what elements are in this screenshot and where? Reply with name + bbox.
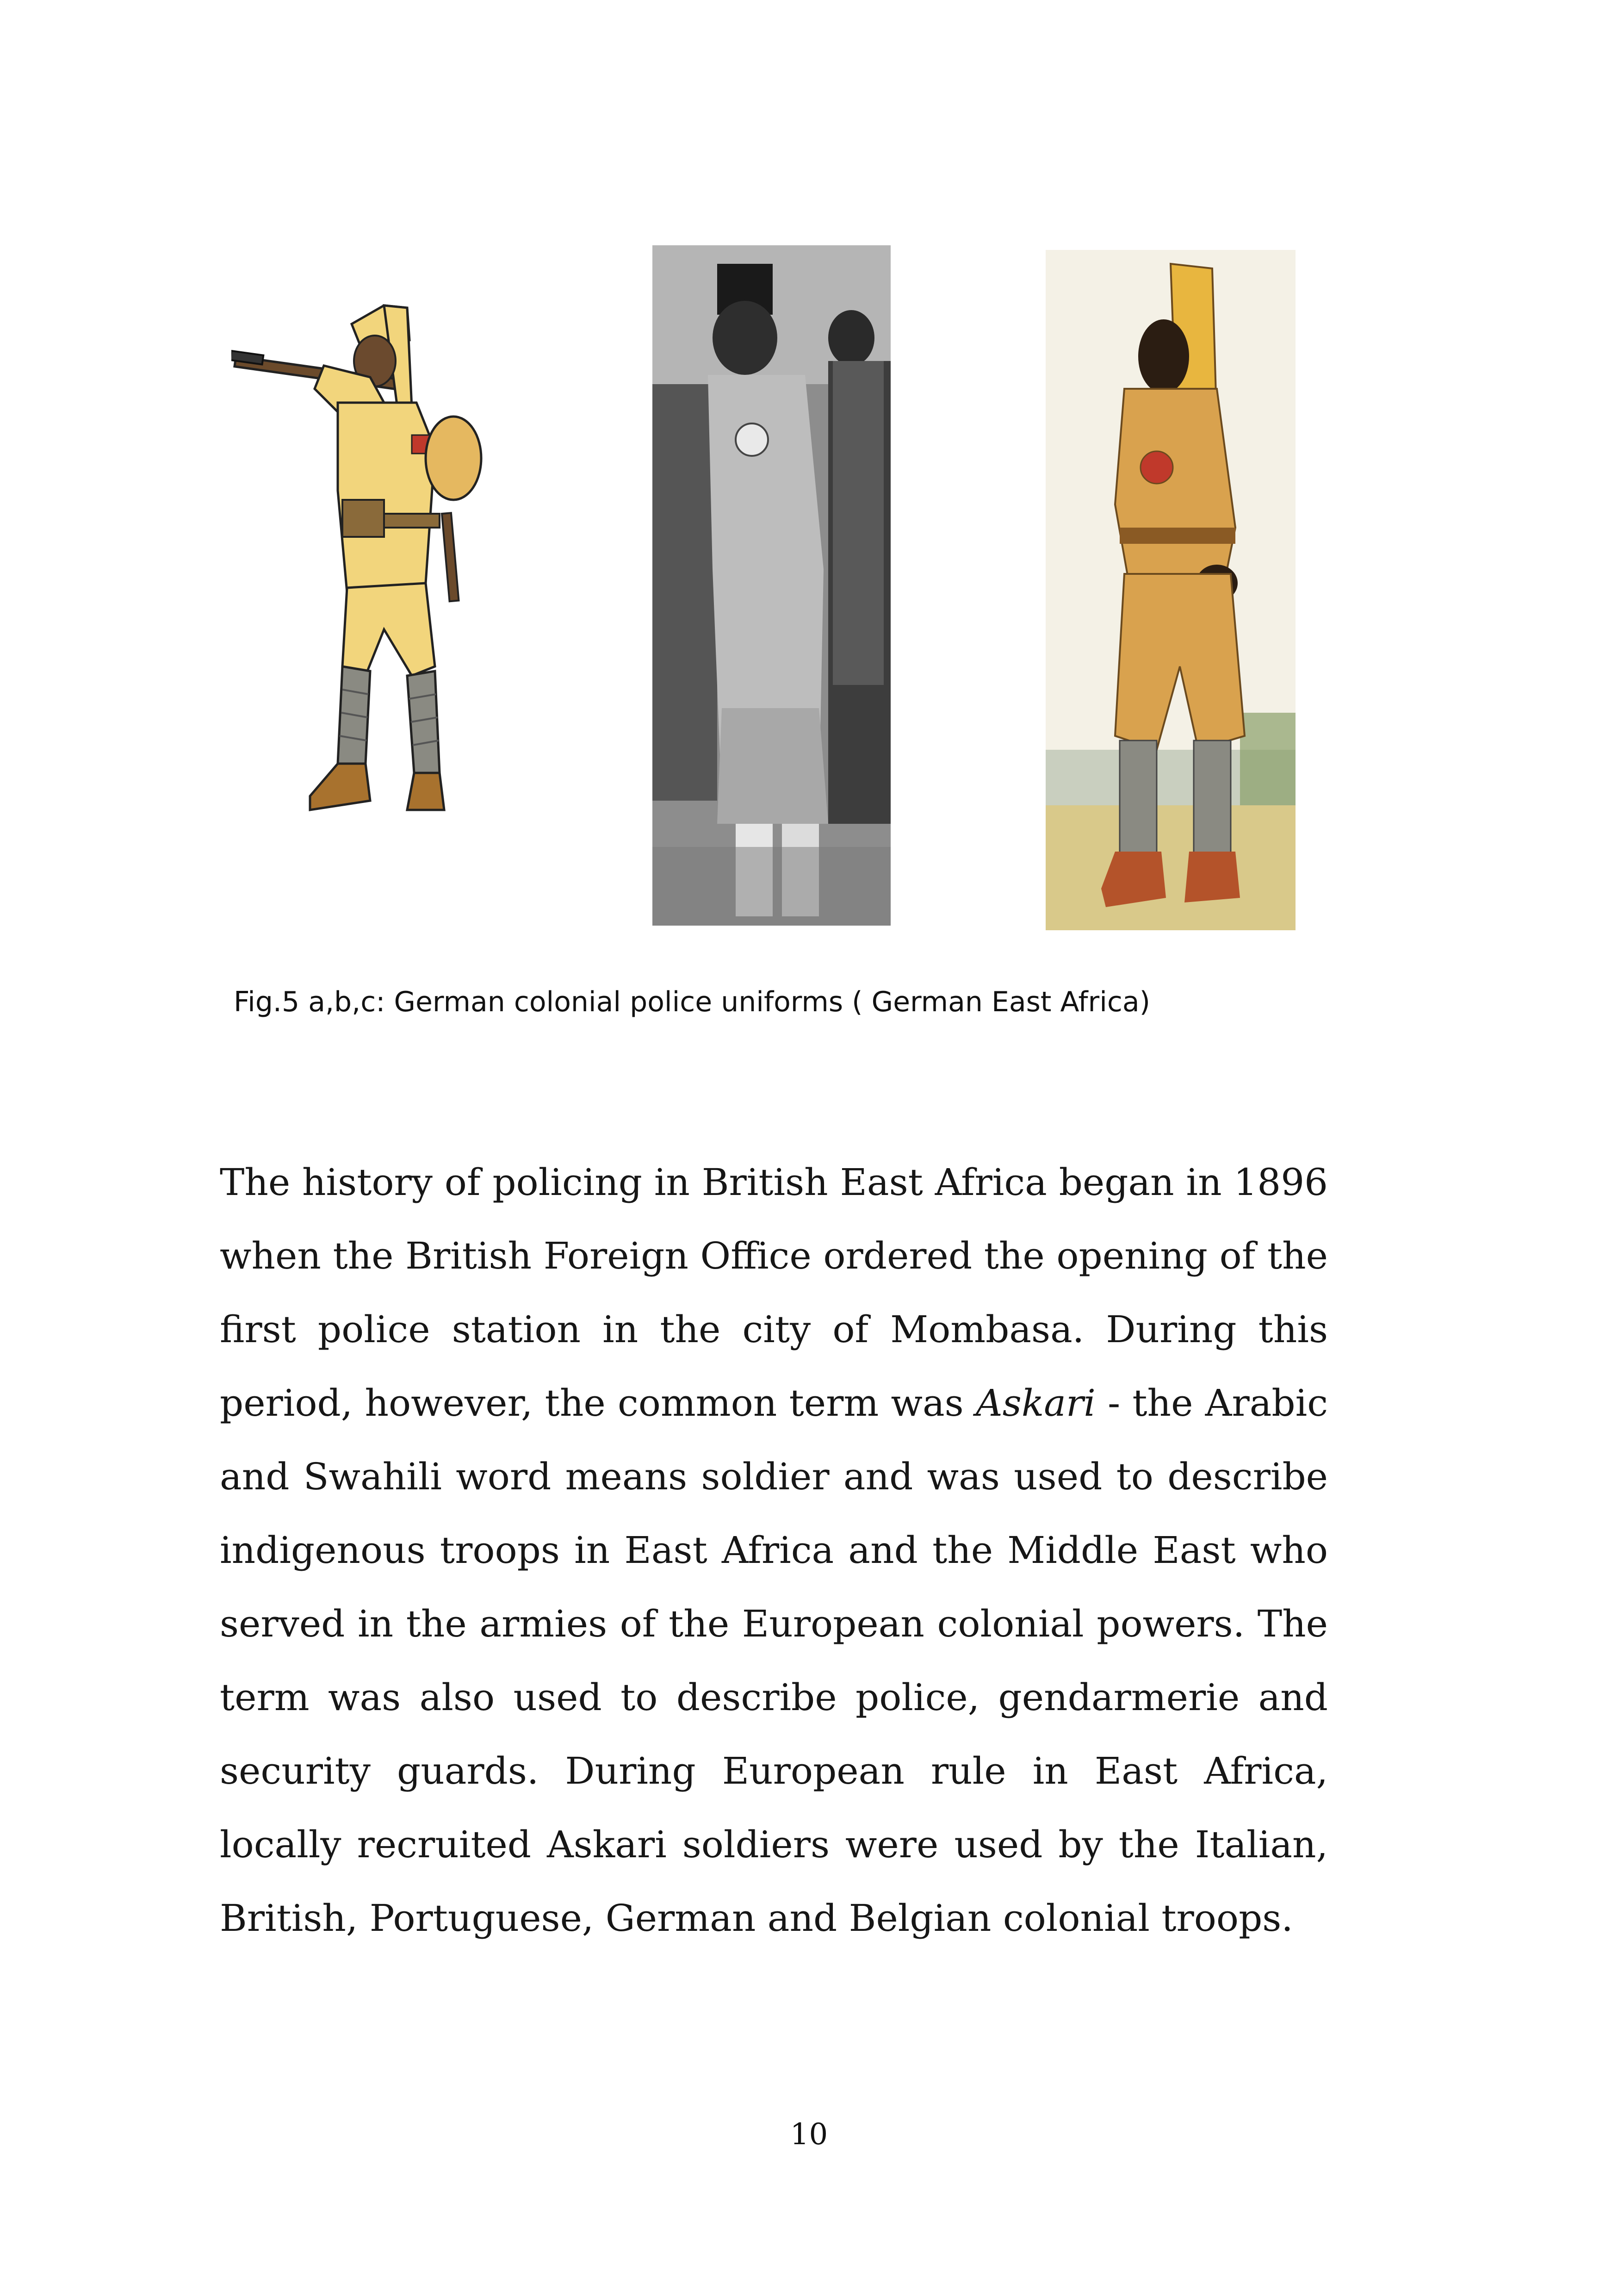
paragraph-italic-term: Askari [975,1381,1096,1425]
paragraph-text-end: - the Arabic and Swahili word means soldier and was used to describe indigenous troops in East Africa and the Middle East who served in the armies of the European colonial powers. The term was also used to describe police, gendarmerie and security guards. During European rule in East Africa, locally recruited Askari soldiers were used by the Italian, British, Portuguese, German and Belgian colonial troops. [220,1381,1328,1940]
soldier-painting-icon [1046,250,1296,930]
soldier-photo-icon [652,245,891,926]
figure-row [0,0,1618,953]
rifleman-drawing-icon [231,296,546,935]
figure-b-soldier-photo [652,245,891,926]
figure-a-rifleman-drawing [231,296,546,935]
page-number: 10 [790,2117,828,2152]
body-paragraph [220,1145,1328,1955]
figure-c-soldier-painting [1046,250,1296,930]
figure-caption: Fig.5 a,b,c: German colonial police uniforms ( German East Africa) [234,986,1151,1018]
paragraph-text-start: The history of policing in British East Africa began in 1896 when the British Foreign Office ordered the opening of the first police station in the city of Mombasa. During this period, however, the common term was [220,1161,1328,1425]
